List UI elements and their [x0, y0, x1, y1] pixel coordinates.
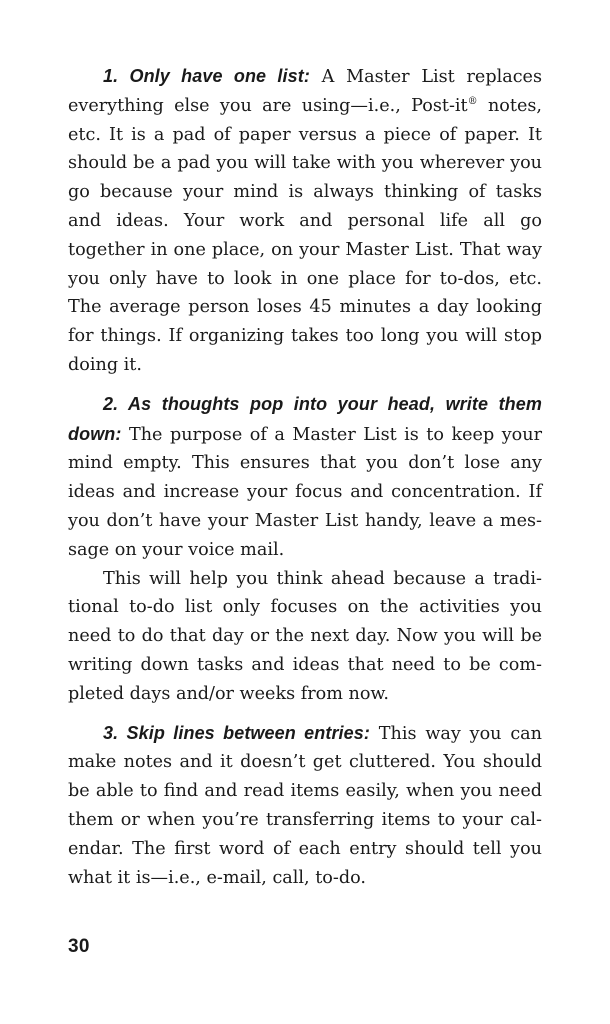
registered-mark: ® [467, 95, 478, 107]
paragraph-text: The purpose of a Master List is to keep your mind empty. This ensures that you don’t lose any ideas and increase your focus and concentration. If you don’t have your Master List handy, leave a message on your voice mail. [68, 424, 542, 560]
paragraph-write-them-down [68, 390, 542, 565]
paragraph-text: notes, etc. It is a pad of paper versus a piece of paper. It should be a pad you will take with you wherever you go because your mind is always thinking of tasks and ideas. Your work and personal life all go together in one place, on your Master List. That way you only have to look in one place for to-dos, etc. The average person loses 45 minutes a day looking for things. If organizing takes too long you will stop doing it. [68, 95, 542, 375]
page-number: 30 [68, 936, 90, 957]
paragraph-text: A Master List replaces everything else you are using—i.e., Post-it [68, 67, 542, 116]
heading-skip-lines: 3. Skip lines between entries: [103, 722, 370, 743]
paragraph-text: This way you can make notes and it doesn’t get cluttered. You should be able to find and read items easily, when you need them or when you’re transferring items to your calendar. The first word of each entry should tell you what it is—i.e., e-mail, call, to-do. [68, 723, 542, 888]
page-body [68, 62, 542, 892]
paragraph-skip-lines [68, 719, 542, 893]
heading-only-one-list: 1. Only have one list: [103, 66, 310, 86]
paragraph-text: This will help you think ahead because a traditional to-do list only focuses on the activities you need to do that day or the next day. Now you will be writing down tasks and ideas that need to be completed days and/or weeks from now. [68, 568, 542, 704]
paragraph-think-ahead [68, 565, 542, 709]
heading-write-them-down: 2. As thoughts pop into your head, write them down: [68, 393, 542, 444]
paragraph-only-one-list [68, 62, 542, 380]
